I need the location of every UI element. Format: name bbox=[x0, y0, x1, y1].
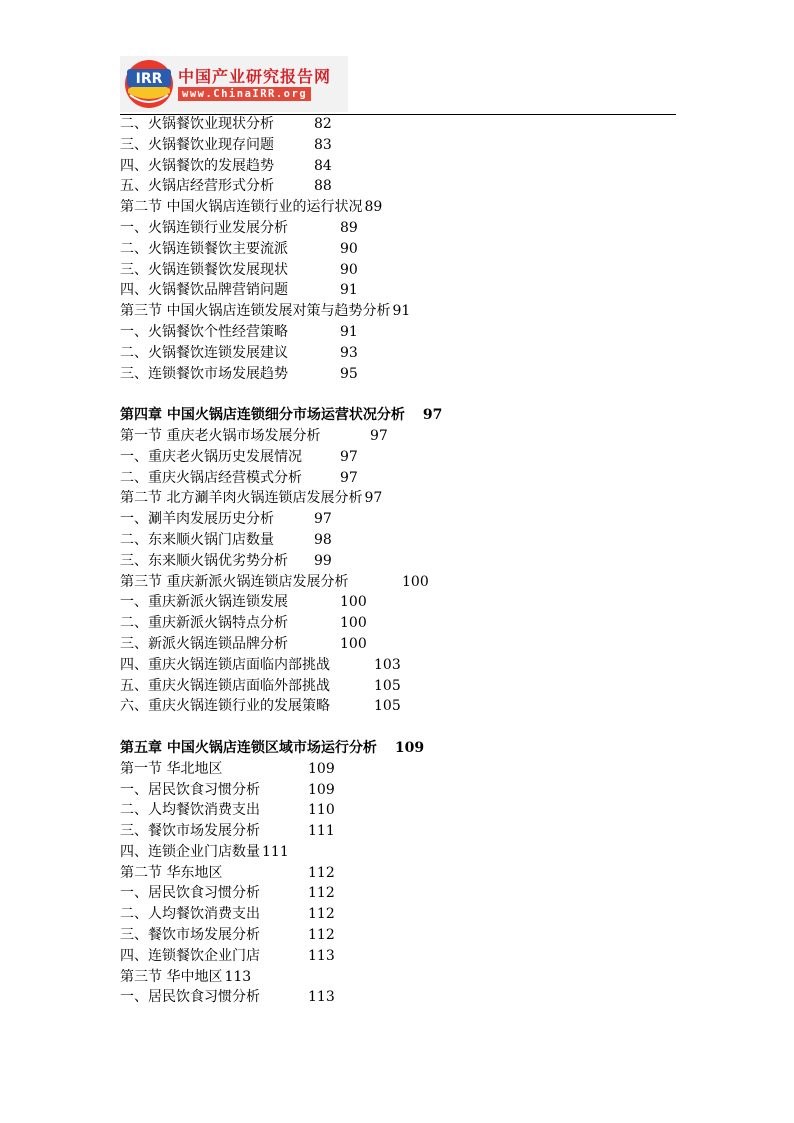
toc-entry[interactable] bbox=[120, 364, 676, 385]
toc-entry-title: 第一节 重庆老火锅市场发展分析 bbox=[120, 427, 321, 444]
toc-entry[interactable] bbox=[120, 114, 676, 135]
toc-entry[interactable] bbox=[120, 488, 676, 509]
toc-entry-page: 97 bbox=[340, 469, 358, 486]
toc-entry-page: 93 bbox=[340, 344, 358, 361]
toc-entry-page: 83 bbox=[314, 136, 332, 153]
toc-entry-title: 五、火锅店经营形式分析 bbox=[120, 178, 274, 195]
toc-entry-page: 112 bbox=[308, 906, 335, 923]
toc-entry-page: 103 bbox=[374, 656, 401, 673]
toc-entry-title: 第三节 重庆新派火锅连锁店发展分析 bbox=[120, 573, 349, 590]
toc-entry-page: 109 bbox=[308, 760, 335, 777]
toc-entry-title: 四、火锅餐饮的发展趋势 bbox=[120, 157, 274, 174]
toc-entry-page: 95 bbox=[340, 365, 358, 382]
toc-entry-title: 二、火锅连锁餐饮主要流派 bbox=[120, 240, 288, 257]
toc-entry[interactable] bbox=[120, 322, 676, 343]
toc-entry-page: 88 bbox=[314, 178, 332, 195]
site-logo[interactable] bbox=[120, 56, 348, 112]
toc-entry-title: 二、东来顺火锅门店数量 bbox=[120, 531, 274, 548]
toc-entry-page: 91 bbox=[392, 303, 411, 320]
toc-entry-title: 三、餐饮市场发展分析 bbox=[120, 823, 260, 840]
logo-url[interactable]: www.ChinaIRR.org bbox=[178, 87, 311, 101]
toc-entry-page: 109 bbox=[308, 781, 335, 798]
page-header bbox=[120, 56, 676, 114]
toc-entry-title: 三、东来顺火锅优劣势分析 bbox=[120, 552, 288, 569]
toc-entry-title: 四、火锅餐饮品牌营销问题 bbox=[120, 282, 288, 299]
toc-entry[interactable] bbox=[120, 176, 676, 197]
toc-entry-title: 三、连锁餐饮市场发展趋势 bbox=[120, 365, 288, 382]
toc-entry-page: 111 bbox=[308, 823, 335, 840]
toc-entry-title: 一、火锅餐饮个性经营策略 bbox=[120, 323, 288, 340]
toc-entry-title: 第二节 华东地区 bbox=[120, 864, 223, 881]
toc-entry-page: 91 bbox=[340, 323, 358, 340]
toc-entry[interactable] bbox=[120, 135, 676, 156]
toc-entry-title: 二、重庆火锅店经营模式分析 bbox=[120, 469, 302, 486]
toc-entry[interactable] bbox=[120, 468, 676, 489]
toc-entry-title: 第三节 中国火锅店连锁发展对策与趋势分析 bbox=[120, 303, 391, 320]
toc-entry-title: 一、火锅连锁行业发展分析 bbox=[120, 219, 288, 236]
toc-chapter-4[interactable] bbox=[120, 405, 676, 426]
toc-entry-title: 四、重庆火锅连锁店面临内部挑战 bbox=[120, 656, 330, 673]
toc-entry[interactable] bbox=[120, 426, 676, 447]
spacer bbox=[120, 384, 676, 405]
toc-entry-page: 97 bbox=[422, 407, 443, 424]
toc-entry-title: 一、重庆新派火锅连锁发展 bbox=[120, 594, 288, 611]
toc-entry[interactable] bbox=[120, 260, 676, 281]
irr-logo-icon bbox=[124, 59, 174, 109]
toc-entry[interactable] bbox=[120, 197, 676, 218]
toc-entry-page: 89 bbox=[340, 219, 358, 236]
toc-entry-title: 一、居民饮食习惯分析 bbox=[120, 781, 260, 798]
toc-entry-title: 一、涮羊肉发展历史分析 bbox=[120, 511, 274, 528]
toc-entry[interactable] bbox=[120, 301, 676, 322]
toc-entry[interactable] bbox=[120, 967, 676, 988]
toc-entry[interactable] bbox=[120, 239, 676, 260]
toc-entry[interactable] bbox=[120, 280, 676, 301]
toc-entry-title: 三、火锅连锁餐饮发展现状 bbox=[120, 261, 288, 278]
toc-entry-title: 三、火锅餐饮业现存问题 bbox=[120, 136, 274, 153]
toc-entry[interactable] bbox=[120, 821, 676, 842]
toc-entry-page: 97 bbox=[340, 448, 358, 465]
toc-entry-title: 第五章 中国火锅店连锁区域市场运行分析 bbox=[120, 739, 377, 756]
toc-entry-page: 97 bbox=[314, 511, 332, 528]
toc-entry-title: 二、重庆新派火锅特点分析 bbox=[120, 615, 288, 632]
toc-chapter-5[interactable] bbox=[120, 738, 676, 759]
spacer bbox=[120, 717, 676, 738]
toc-entry-title: 二、人均餐饮消费支出 bbox=[120, 906, 260, 923]
toc-entry-page: 113 bbox=[308, 989, 335, 1006]
toc-entry-title: 第二节 北方涮羊肉火锅连锁店发展分析 bbox=[120, 490, 363, 507]
toc-entry-page: 90 bbox=[340, 261, 358, 278]
toc-entry-page: 112 bbox=[308, 864, 335, 881]
toc-group-1 bbox=[120, 114, 676, 384]
toc-entry-title: 第二节 中国火锅店连锁行业的运行状况 bbox=[120, 199, 363, 216]
toc-group-3 bbox=[120, 759, 676, 1009]
toc-entry[interactable] bbox=[120, 696, 676, 717]
toc-entry-title: 五、重庆火锅连锁店面临外部挑战 bbox=[120, 677, 330, 694]
toc-entry[interactable] bbox=[120, 780, 676, 801]
logo-title: 中国产业研究报告网 bbox=[178, 67, 332, 86]
toc-entry-title: 二、人均餐饮消费支出 bbox=[120, 802, 260, 819]
toc-entry[interactable] bbox=[120, 946, 676, 967]
toc-entry[interactable] bbox=[120, 800, 676, 821]
toc-entry-page: 91 bbox=[340, 282, 358, 299]
toc-entry-page: 90 bbox=[340, 240, 358, 257]
toc-entry[interactable] bbox=[120, 551, 676, 572]
toc-entry-title: 第三节 华中地区 bbox=[120, 968, 223, 985]
toc-entry[interactable] bbox=[120, 925, 676, 946]
toc-entry[interactable] bbox=[120, 759, 676, 780]
toc-entry-title: 二、火锅餐饮连锁发展建议 bbox=[120, 344, 288, 361]
toc-entry-page: 110 bbox=[308, 802, 335, 819]
toc-entry-page: 112 bbox=[308, 885, 335, 902]
toc-entry-page: 113 bbox=[224, 968, 252, 985]
toc-entry-page: 113 bbox=[308, 947, 335, 964]
toc-group-2 bbox=[120, 426, 676, 717]
toc-entry-page: 109 bbox=[394, 739, 425, 756]
toc-entry-title: 一、居民饮食习惯分析 bbox=[120, 885, 260, 902]
toc-entry-title: 六、重庆火锅连锁行业的发展策略 bbox=[120, 698, 330, 715]
toc-entry[interactable] bbox=[120, 655, 676, 676]
toc-entry[interactable] bbox=[120, 904, 676, 925]
toc-entry-title: 三、新派火锅连锁品牌分析 bbox=[120, 635, 288, 652]
toc-entry-page: 82 bbox=[314, 116, 332, 132]
toc-entry[interactable] bbox=[120, 613, 676, 634]
toc-entry[interactable] bbox=[120, 863, 676, 884]
toc-entry-page: 97 bbox=[370, 427, 388, 444]
toc-entry-page: 100 bbox=[340, 594, 367, 611]
toc-entry-page: 89 bbox=[364, 199, 383, 216]
toc-entry[interactable] bbox=[120, 343, 676, 364]
logo-abbr: IRR bbox=[135, 71, 163, 87]
toc-entry-title: 第一节 华北地区 bbox=[120, 760, 223, 777]
toc-entry[interactable] bbox=[120, 592, 676, 613]
toc-entry-page: 112 bbox=[308, 927, 335, 944]
toc-entry-title: 第四章 中国火锅店连锁细分市场运营状况分析 bbox=[120, 407, 405, 424]
toc-entry-title: 四、连锁企业门店数量 bbox=[120, 843, 260, 860]
toc-entry-title: 三、餐饮市场发展分析 bbox=[120, 927, 260, 944]
toc-entry[interactable] bbox=[120, 676, 676, 697]
toc-entry[interactable] bbox=[120, 447, 676, 468]
toc-entry[interactable] bbox=[120, 987, 676, 1008]
toc-entry-page: 97 bbox=[364, 490, 383, 507]
toc-entry-page: 84 bbox=[314, 157, 332, 174]
toc-entry[interactable] bbox=[120, 218, 676, 239]
toc-entry-page: 100 bbox=[340, 635, 367, 652]
table-of-contents bbox=[120, 114, 676, 1008]
toc-entry[interactable] bbox=[120, 634, 676, 655]
toc-entry-page: 111 bbox=[262, 843, 289, 860]
toc-entry-page: 105 bbox=[374, 698, 401, 715]
toc-entry[interactable] bbox=[120, 156, 676, 177]
toc-entry-title: 四、连锁餐饮企业门店 bbox=[120, 947, 260, 964]
toc-entry-title: 一、重庆老火锅历史发展情况 bbox=[120, 448, 302, 465]
toc-entry[interactable] bbox=[120, 572, 676, 593]
toc-entry-page: 105 bbox=[374, 677, 401, 694]
toc-entry[interactable] bbox=[120, 883, 676, 904]
toc-entry[interactable] bbox=[120, 530, 676, 551]
toc-entry-title: 二、火锅餐饮业现状分析 bbox=[120, 116, 274, 132]
toc-entry-page: 100 bbox=[402, 573, 429, 590]
toc-entry[interactable] bbox=[120, 509, 676, 530]
toc-entry[interactable] bbox=[120, 842, 676, 863]
toc-entry-title: 一、居民饮食习惯分析 bbox=[120, 989, 260, 1006]
toc-entry-page: 98 bbox=[314, 531, 332, 548]
toc-entry-page: 100 bbox=[340, 615, 367, 632]
toc-entry-page: 99 bbox=[314, 552, 332, 569]
